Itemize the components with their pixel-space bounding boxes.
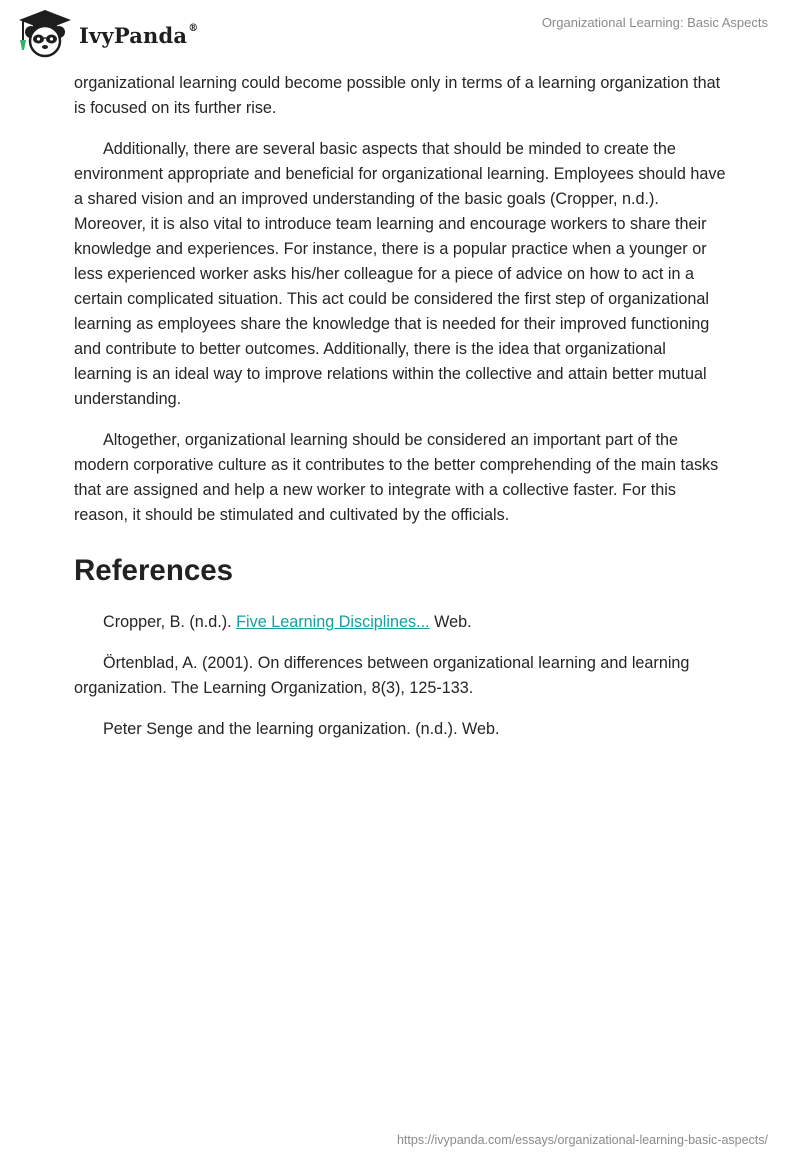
- reference-link[interactable]: Five Learning Disciplines...: [236, 613, 430, 631]
- reference-item: Örtenblad, A. (2001). On differences between organizational learning and learning organization. The Learning Organization, 8(3), 125-133.: [74, 654, 690, 697]
- paragraph: Additionally, there are several basic aspects that should be minded to create the environment appropriate and beneficial for organizational learning. Employees should have a shared vision and an improved understanding of the basic goals (Cropper, n.d.). Moreover, it is also vital to introduce team learning and encourage workers to share their knowledge and experiences. For instance, there is a popular practice when a younger or less experienced worker asks his/her colleague for a piece of advice on how to act in a certain complicated situation. This act could be considered the first step of organizational learning as employees share the knowledge that is needed for their improved functioning and contribute to better outcomes. Additionally, there is the idea that organizational learning is an ideal way to improve relations within the collective and attain better mutual understanding.: [74, 140, 726, 408]
- brand-name: IvyPanda®: [79, 22, 199, 48]
- essay-content: [74, 71, 726, 758]
- reference-item: Peter Senge and the learning organization. (n.d.). Web.: [103, 720, 500, 738]
- panda-logo-icon: [15, 8, 75, 58]
- paragraph: organizational learning could become possible only in terms of a learning organization that is focused on its further rise.: [74, 74, 721, 117]
- reference-item: Cropper, B. (n.d.). Five Learning Disciplines... Web.: [103, 613, 472, 631]
- footer-url: https://ivypanda.com/essays/organizational-learning-basic-aspects/: [396, 1133, 768, 1147]
- logo[interactable]: [15, 8, 198, 58]
- paragraph: Altogether, organizational learning should be considered an important part of the modern corporative culture as it contributes to the better comprehending of the main tasks that are assigned and help a new worker to integrate with a collective faster. For this reason, it should be stimulated and cultivated by the officials.: [74, 431, 719, 524]
- references-heading: References: [74, 554, 234, 587]
- page-header: [0, 0, 800, 70]
- document-title: Organizational Learning: Basic Aspects: [541, 15, 768, 30]
